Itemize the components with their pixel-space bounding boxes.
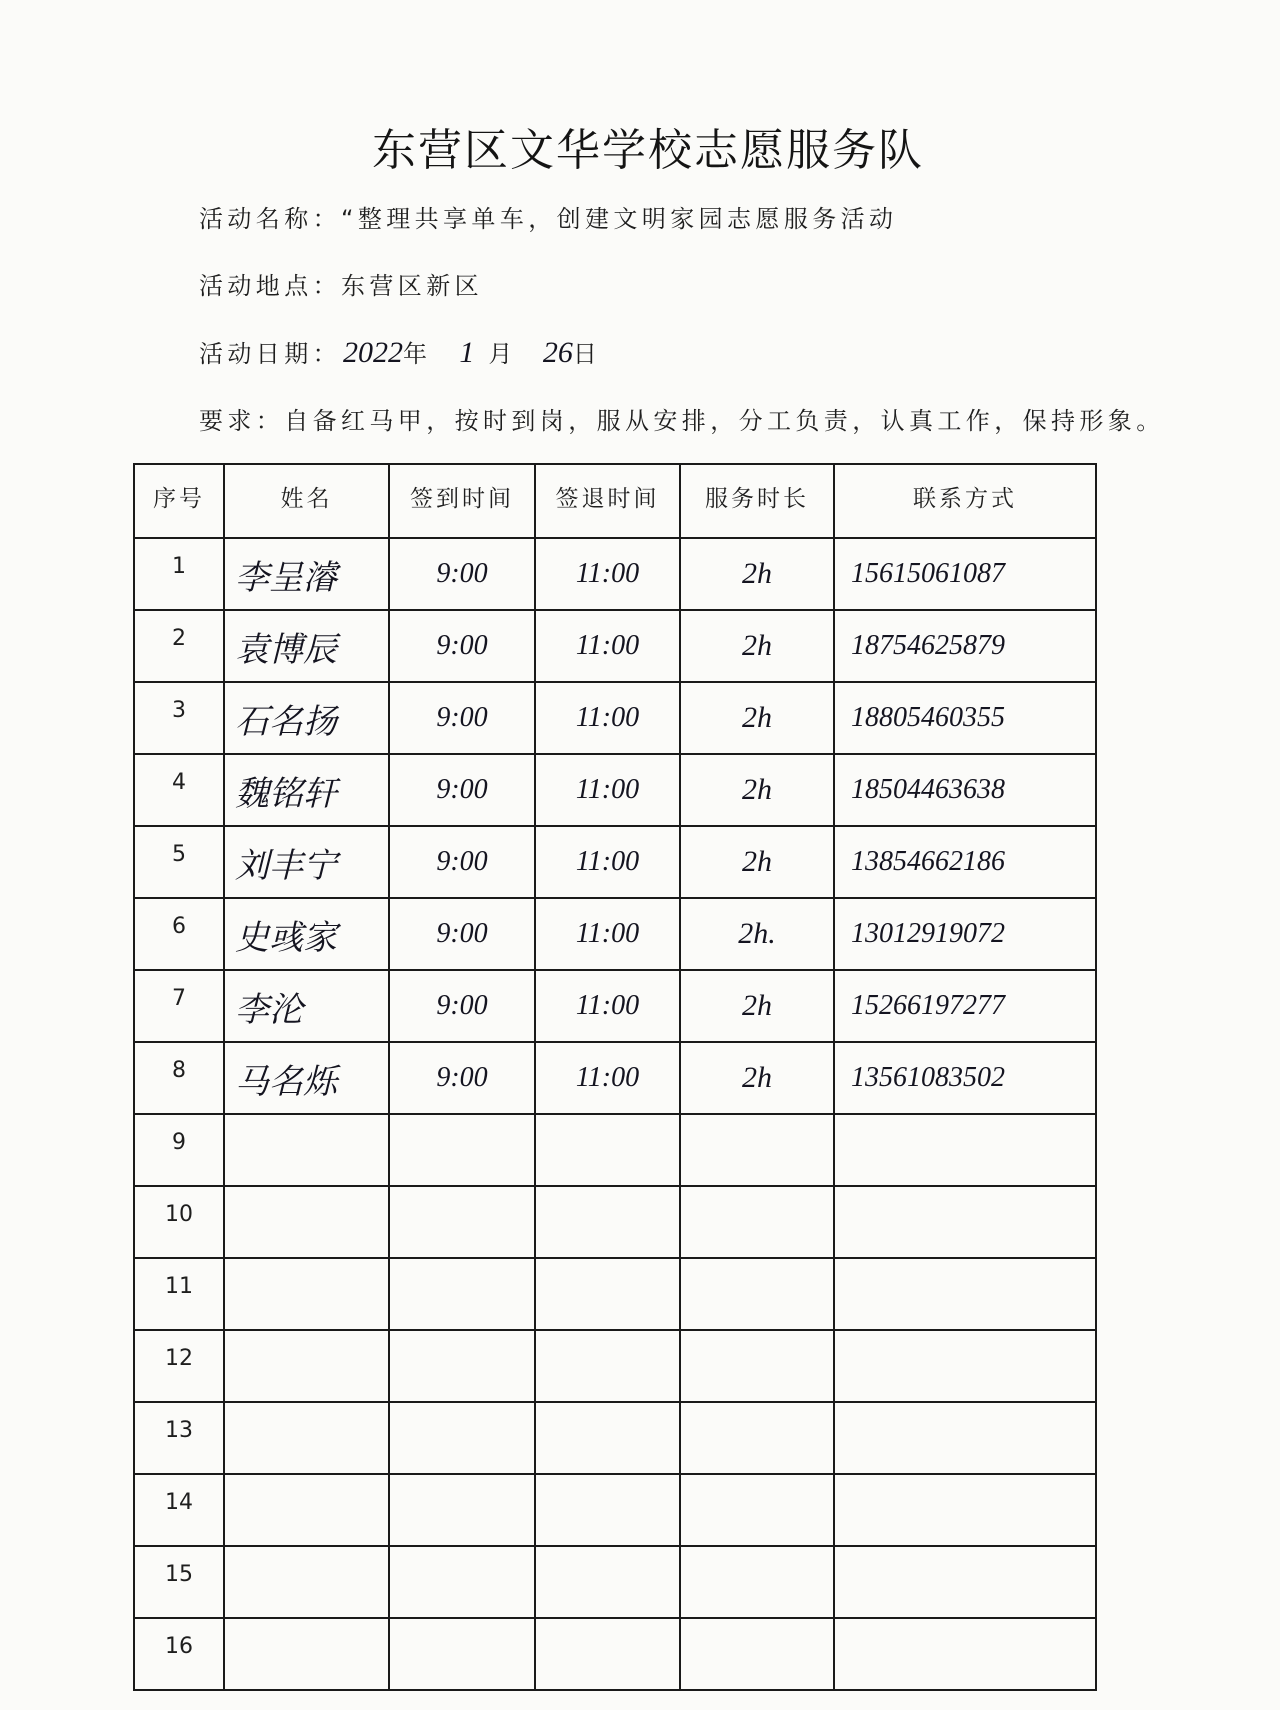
row-number: 14 [134, 1474, 224, 1546]
activity-date-line [199, 334, 601, 370]
contact-phone: 13854662186 [834, 826, 1096, 898]
volunteer-roster-table [133, 463, 1097, 1691]
sign-in-time [389, 1618, 535, 1690]
row-number: 7 [134, 970, 224, 1042]
volunteer-name [224, 1330, 389, 1402]
contact-phone: 13012919072 [834, 898, 1096, 970]
header-service-duration: 服务时长 [680, 464, 834, 538]
row-number: 16 [134, 1618, 224, 1690]
row-number: 4 [134, 754, 224, 826]
sign-in-time [389, 1402, 535, 1474]
header-number: 序号 [134, 464, 224, 538]
contact-phone [834, 1402, 1096, 1474]
table-row [134, 1330, 1096, 1402]
service-duration: 2h [680, 682, 834, 754]
row-number: 3 [134, 682, 224, 754]
contact-phone [834, 1186, 1096, 1258]
table-body [134, 538, 1096, 1690]
service-duration: 2h [680, 754, 834, 826]
sign-out-time [535, 1330, 680, 1402]
service-duration: 2h [680, 970, 834, 1042]
service-duration: 2h [680, 826, 834, 898]
service-duration [680, 1186, 834, 1258]
sign-in-time: 9:00 [389, 538, 535, 610]
date-day: 26 [542, 336, 573, 369]
activity-date-label: 活动日期： [199, 340, 341, 368]
row-number: 8 [134, 1042, 224, 1114]
date-day-unit: 日 [572, 340, 602, 368]
volunteer-name: 石名扬 [224, 682, 389, 754]
table-row [134, 826, 1096, 898]
activity-location-line [199, 266, 483, 301]
date-month-unit: 月 [488, 340, 517, 368]
row-number: 9 [134, 1114, 224, 1186]
contact-phone [834, 1330, 1096, 1402]
sign-out-time: 11:00 [535, 1042, 680, 1114]
service-duration: 2h [680, 610, 834, 682]
volunteer-name [224, 1186, 389, 1258]
activity-location-value: 东营区新区 [341, 272, 483, 300]
contact-phone: 18504463638 [834, 754, 1096, 826]
sign-in-time: 9:00 [389, 970, 535, 1042]
contact-phone [834, 1618, 1096, 1690]
sign-out-time [535, 1474, 680, 1546]
document-title: 东营区文华学校志愿服务队 [372, 125, 924, 176]
table-row [134, 1258, 1096, 1330]
volunteer-name: 刘丰宁 [224, 826, 389, 898]
sign-out-time [535, 1186, 680, 1258]
volunteer-name: 李呈濬 [224, 538, 389, 610]
contact-phone [834, 1474, 1096, 1546]
sign-in-time: 9:00 [389, 898, 535, 970]
sign-out-time: 11:00 [535, 826, 680, 898]
table-row [134, 754, 1096, 826]
sign-out-time: 11:00 [535, 754, 680, 826]
sign-in-time [389, 1474, 535, 1546]
header-name: 姓名 [224, 464, 389, 538]
sign-out-time [535, 1546, 680, 1618]
header-sign-in-time: 签到时间 [389, 464, 535, 538]
row-number: 15 [134, 1546, 224, 1618]
volunteer-name: 史彧家 [224, 898, 389, 970]
date-year: 2022 [343, 336, 403, 369]
contact-phone: 18754625879 [834, 610, 1096, 682]
sign-out-time [535, 1618, 680, 1690]
service-duration: 2h [680, 538, 834, 610]
service-duration [680, 1474, 834, 1546]
activity-location-label: 活动地点： [199, 272, 341, 300]
sign-out-time [535, 1258, 680, 1330]
service-duration [680, 1618, 834, 1690]
table-row [134, 1114, 1096, 1186]
header-sign-out-time: 签退时间 [535, 464, 680, 538]
date-year-unit: 年 [403, 340, 432, 368]
requirements-line [199, 401, 1165, 436]
sign-out-time: 11:00 [535, 538, 680, 610]
header-contact: 联系方式 [834, 464, 1096, 538]
contact-phone: 13561083502 [834, 1042, 1096, 1114]
sign-out-time: 11:00 [535, 970, 680, 1042]
table-row [134, 1186, 1096, 1258]
sign-in-time [389, 1258, 535, 1330]
row-number: 5 [134, 826, 224, 898]
date-month: 1 [459, 336, 475, 369]
table-row [134, 610, 1096, 682]
table-header-row [134, 464, 1096, 538]
row-number: 11 [134, 1258, 224, 1330]
sign-out-time [535, 1402, 680, 1474]
sign-in-time: 9:00 [389, 610, 535, 682]
contact-phone: 15266197277 [834, 970, 1096, 1042]
row-number: 13 [134, 1402, 224, 1474]
service-duration [680, 1402, 834, 1474]
table-row [134, 1618, 1096, 1690]
table-row [134, 1402, 1096, 1474]
table-row [134, 1474, 1096, 1546]
sign-out-time: 11:00 [535, 898, 680, 970]
service-duration: 2h [680, 1042, 834, 1114]
table-row [134, 898, 1096, 970]
volunteer-name [224, 1258, 389, 1330]
table-row [134, 682, 1096, 754]
sign-out-time [535, 1114, 680, 1186]
volunteer-name: 袁博辰 [224, 610, 389, 682]
sign-in-time: 9:00 [389, 826, 535, 898]
table-row [134, 1042, 1096, 1114]
table-row [134, 538, 1096, 610]
activity-name-label: 活动名称： [199, 205, 341, 233]
table-row [134, 970, 1096, 1042]
volunteer-name: 魏铭轩 [224, 754, 389, 826]
row-number: 10 [134, 1186, 224, 1258]
contact-phone [834, 1258, 1096, 1330]
volunteer-name: 马名烁 [224, 1042, 389, 1114]
sign-in-time: 9:00 [389, 682, 535, 754]
table-row [134, 1546, 1096, 1618]
sign-in-time: 9:00 [389, 754, 535, 826]
service-duration [680, 1546, 834, 1618]
requirements-label: 要求： [199, 407, 285, 435]
contact-phone [834, 1114, 1096, 1186]
sign-out-time: 11:00 [535, 610, 680, 682]
sign-in-time [389, 1546, 535, 1618]
volunteer-name [224, 1618, 389, 1690]
volunteer-name: 李沦 [224, 970, 389, 1042]
service-duration: 2h. [680, 898, 834, 970]
contact-phone [834, 1546, 1096, 1618]
contact-phone: 15615061087 [834, 538, 1096, 610]
sign-in-time [389, 1186, 535, 1258]
service-duration [680, 1258, 834, 1330]
contact-phone: 18805460355 [834, 682, 1096, 754]
row-number: 2 [134, 610, 224, 682]
row-number: 12 [134, 1330, 224, 1402]
volunteer-name [224, 1474, 389, 1546]
sign-in-time: 9:00 [389, 1042, 535, 1114]
sign-out-time: 11:00 [535, 682, 680, 754]
service-duration [680, 1330, 834, 1402]
service-duration [680, 1114, 834, 1186]
row-number: 6 [134, 898, 224, 970]
requirements-value: 自备红马甲，按时到岗，服从安排，分工负责，认真工作，保持形象。 [284, 407, 1165, 435]
volunteer-name [224, 1114, 389, 1186]
volunteer-name [224, 1546, 389, 1618]
row-number: 1 [134, 538, 224, 610]
sign-in-time [389, 1114, 535, 1186]
activity-name-line [199, 199, 897, 234]
activity-name-value: “整理共享单车，创建文明家园志愿服务活动 [341, 205, 898, 233]
volunteer-name [224, 1402, 389, 1474]
sign-in-time [389, 1330, 535, 1402]
